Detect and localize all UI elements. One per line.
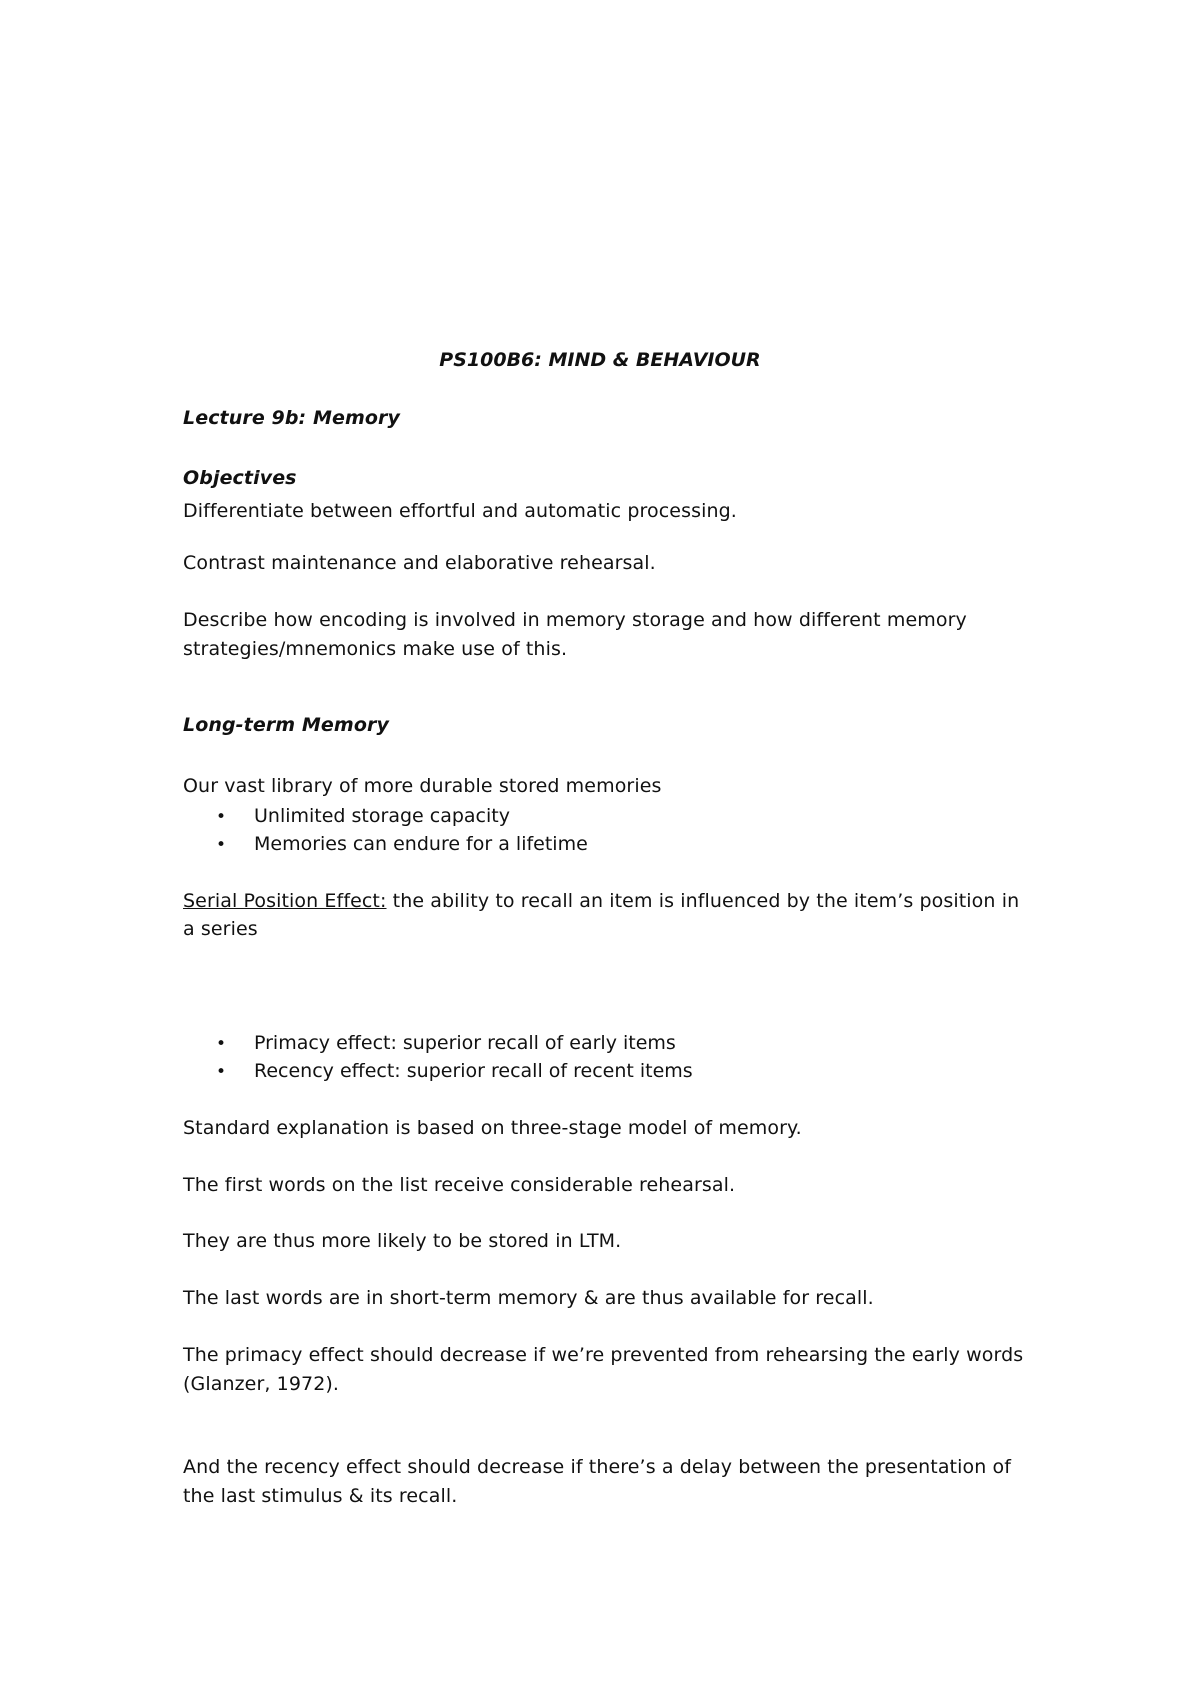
- paragraph: Standard explanation is based on three-stage model of memory.: [183, 1117, 802, 1139]
- paragraph: And the recency effect should decrease if there’s a delay between the presentation of: [183, 1456, 1012, 1478]
- objectives-heading: Objectives: [183, 467, 297, 489]
- paragraph-continued: the last stimulus & its recall.: [183, 1485, 458, 1507]
- objective-item-continued: strategies/mnemonics make use of this.: [183, 638, 568, 660]
- list-item-text: Memories can endure for a lifetime: [254, 833, 588, 855]
- serial-position-text: the ability to recall an item is influenced by the item’s position in: [386, 890, 1020, 912]
- objective-item: Differentiate between effortful and automatic processing.: [183, 500, 737, 522]
- list-item: [216, 1057, 1016, 1086]
- list-item: [216, 830, 1016, 859]
- list-item-text: Primacy effect: superior recall of early items: [254, 1032, 676, 1054]
- objective-item: Contrast maintenance and elaborative rehearsal.: [183, 552, 656, 574]
- objective-item: Describe how encoding is involved in memory storage and how different memory: [183, 609, 967, 631]
- list-item-text: Recency effect: superior recall of recent items: [254, 1060, 693, 1082]
- paragraph: The primacy effect should decrease if we’re prevented from rehearsing the early words: [183, 1344, 1024, 1366]
- lecture-heading: Lecture 9b: Memory: [183, 407, 400, 429]
- serial-position-definition: [183, 887, 1043, 915]
- document-title: PS100B6: MIND & BEHAVIOUR: [439, 349, 761, 371]
- serial-position-definition-continued: a series: [183, 918, 258, 940]
- bullet-icon: •: [216, 1062, 227, 1082]
- bullet-icon: •: [216, 1034, 227, 1054]
- paragraph-continued: (Glanzer, 1972).: [183, 1373, 340, 1395]
- serial-position-term: Serial Position Effect:: [183, 890, 387, 912]
- paragraph: The first words on the list receive considerable rehearsal.: [183, 1174, 736, 1196]
- list-item: [216, 1029, 1016, 1058]
- ltm-intro: Our vast library of more durable stored memories: [183, 775, 662, 797]
- bullet-icon: •: [216, 807, 227, 827]
- list-item: [216, 802, 1016, 831]
- paragraph: They are thus more likely to be stored in LTM.: [183, 1230, 622, 1252]
- list-item-text: Unlimited storage capacity: [254, 805, 510, 827]
- paragraph: The last words are in short-term memory & are thus available for recall.: [183, 1287, 874, 1309]
- ltm-heading: Long-term Memory: [183, 714, 389, 736]
- bullet-icon: •: [216, 835, 227, 855]
